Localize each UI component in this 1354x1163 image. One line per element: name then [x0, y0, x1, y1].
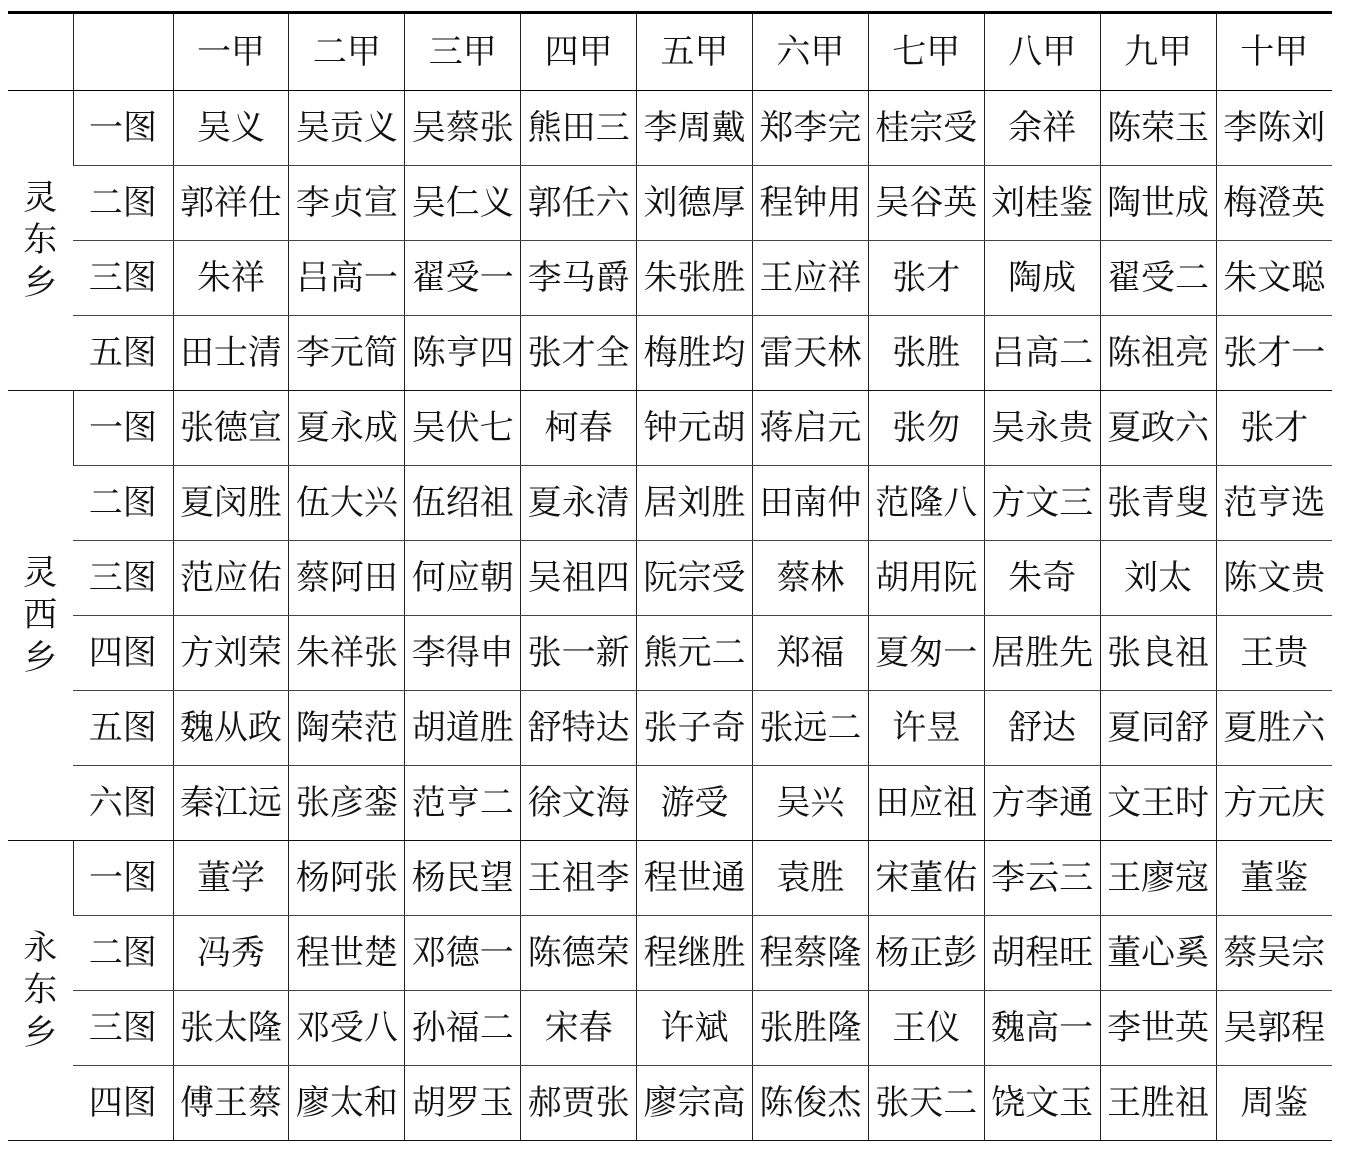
household-head-cell: 朱文聪	[1216, 241, 1332, 316]
household-head-cell: 雷天林	[752, 316, 868, 391]
township-cell	[8, 391, 73, 841]
header-jia-5: 五甲	[637, 13, 753, 91]
tu-label: 二图	[73, 166, 173, 241]
household-head-cell: 周鉴	[1216, 1066, 1332, 1141]
household-head-cell: 张胜	[868, 316, 984, 391]
household-head-cell: 田士清	[173, 316, 289, 391]
tu-label: 四图	[73, 616, 173, 691]
household-head-cell: 蔡林	[752, 541, 868, 616]
household-head-cell: 张良祖	[1100, 616, 1216, 691]
household-head-cell: 居胜先	[984, 616, 1100, 691]
household-head-cell: 夏同舒	[1100, 691, 1216, 766]
household-head-cell: 翟受二	[1100, 241, 1216, 316]
household-head-cell: 吴祖四	[521, 541, 637, 616]
household-head-cell: 郑李完	[752, 91, 868, 166]
household-head-cell: 李贞宣	[289, 166, 405, 241]
household-head-cell: 魏从政	[173, 691, 289, 766]
header-row	[8, 13, 1332, 91]
township-name: 永东乡	[23, 927, 58, 1053]
household-head-cell: 何应朝	[405, 541, 521, 616]
tu-label: 五图	[73, 316, 173, 391]
household-head-cell: 陈亨四	[405, 316, 521, 391]
header-corner-tu	[73, 13, 173, 91]
household-head-cell: 陈荣玉	[1100, 91, 1216, 166]
household-head-cell: 廖宗高	[637, 1066, 753, 1141]
household-head-cell: 程继胜	[637, 916, 753, 991]
household-head-cell: 郑福	[752, 616, 868, 691]
household-head-cell: 吴义	[173, 91, 289, 166]
table-row	[8, 241, 1332, 316]
household-head-cell: 余祥	[984, 91, 1100, 166]
household-head-cell: 杨民望	[405, 841, 521, 916]
table-row	[8, 316, 1332, 391]
household-head-cell: 张远二	[752, 691, 868, 766]
household-head-cell: 夏匆一	[868, 616, 984, 691]
household-head-cell: 董鉴	[1216, 841, 1332, 916]
household-head-cell: 王贵	[1216, 616, 1332, 691]
household-head-cell: 张才	[1216, 391, 1332, 466]
household-head-cell: 李陈刘	[1216, 91, 1332, 166]
header-jia-9: 九甲	[1100, 13, 1216, 91]
household-head-cell: 范亨二	[405, 766, 521, 841]
household-head-cell: 陈祖亮	[1100, 316, 1216, 391]
table-row	[8, 991, 1332, 1066]
household-head-cell: 陈德荣	[521, 916, 637, 991]
tu-label: 三图	[73, 541, 173, 616]
household-head-cell: 张彦銮	[289, 766, 405, 841]
household-head-cell: 张德宣	[173, 391, 289, 466]
household-head-cell: 熊元二	[637, 616, 753, 691]
household-head-cell: 廖太和	[289, 1066, 405, 1141]
household-head-cell: 文王时	[1100, 766, 1216, 841]
household-head-cell: 王胜祖	[1100, 1066, 1216, 1141]
tu-label: 五图	[73, 691, 173, 766]
household-head-cell: 范亨选	[1216, 466, 1332, 541]
household-head-cell: 陶世成	[1100, 166, 1216, 241]
township-cell	[8, 841, 73, 1141]
household-head-cell: 徐文海	[521, 766, 637, 841]
household-head-cell: 夏政六	[1100, 391, 1216, 466]
table-row	[8, 166, 1332, 241]
household-head-cell: 方元庆	[1216, 766, 1332, 841]
household-head-cell: 蒋启元	[752, 391, 868, 466]
household-head-cell: 吴蔡张	[405, 91, 521, 166]
household-head-cell: 田南仲	[752, 466, 868, 541]
tu-label: 一图	[73, 391, 173, 466]
household-head-cell: 李元简	[289, 316, 405, 391]
lijia-register-table	[8, 11, 1332, 1141]
household-head-cell: 夏永成	[289, 391, 405, 466]
household-head-cell: 傅王蔡	[173, 1066, 289, 1141]
tu-label: 四图	[73, 1066, 173, 1141]
household-head-cell: 伍绍祖	[405, 466, 521, 541]
household-head-cell: 夏闵胜	[173, 466, 289, 541]
household-head-cell: 张一新	[521, 616, 637, 691]
household-head-cell: 程世通	[637, 841, 753, 916]
household-head-cell: 阮宗受	[637, 541, 753, 616]
household-head-cell: 吴谷英	[868, 166, 984, 241]
household-head-cell: 王应祥	[752, 241, 868, 316]
household-head-cell: 梅胜均	[637, 316, 753, 391]
household-head-cell: 刘太	[1100, 541, 1216, 616]
household-head-cell: 程钟用	[752, 166, 868, 241]
household-head-cell: 桂宗受	[868, 91, 984, 166]
header-jia-3: 三甲	[405, 13, 521, 91]
household-head-cell: 胡罗玉	[405, 1066, 521, 1141]
tu-label: 二图	[73, 916, 173, 991]
household-head-cell: 夏胜六	[1216, 691, 1332, 766]
household-head-cell: 吴仁义	[405, 166, 521, 241]
household-head-cell: 张天二	[868, 1066, 984, 1141]
household-head-cell: 居刘胜	[637, 466, 753, 541]
household-head-cell: 郝贾张	[521, 1066, 637, 1141]
household-head-cell: 董学	[173, 841, 289, 916]
household-head-cell: 方李通	[984, 766, 1100, 841]
table-row	[8, 766, 1332, 841]
household-head-cell: 田应祖	[868, 766, 984, 841]
household-head-cell: 邓德一	[405, 916, 521, 991]
household-head-cell: 冯秀	[173, 916, 289, 991]
table-body	[8, 13, 1332, 1141]
township-name: 灵西乡	[23, 552, 58, 678]
table-row	[8, 916, 1332, 991]
household-head-cell: 胡用阮	[868, 541, 984, 616]
household-head-cell: 王祖李	[521, 841, 637, 916]
tu-label: 一图	[73, 841, 173, 916]
table-row	[8, 541, 1332, 616]
household-head-cell: 梅澄英	[1216, 166, 1332, 241]
header-jia-6: 六甲	[752, 13, 868, 91]
household-head-cell: 杨阿张	[289, 841, 405, 916]
tu-label: 二图	[73, 466, 173, 541]
household-head-cell: 张才一	[1216, 316, 1332, 391]
township-name: 灵东乡	[23, 177, 58, 303]
household-head-cell: 朱奇	[984, 541, 1100, 616]
household-head-cell: 钟元胡	[637, 391, 753, 466]
household-head-cell: 胡程旺	[984, 916, 1100, 991]
household-head-cell: 胡道胜	[405, 691, 521, 766]
household-head-cell: 宋董佑	[868, 841, 984, 916]
tu-label: 六图	[73, 766, 173, 841]
table-row	[8, 841, 1332, 916]
household-head-cell: 张子奇	[637, 691, 753, 766]
household-head-cell: 董心奚	[1100, 916, 1216, 991]
household-head-cell: 魏高一	[984, 991, 1100, 1066]
household-head-cell: 方文三	[984, 466, 1100, 541]
household-head-cell: 熊田三	[521, 91, 637, 166]
tu-label: 三图	[73, 241, 173, 316]
household-head-cell: 吴贡义	[289, 91, 405, 166]
household-head-cell: 李云三	[984, 841, 1100, 916]
header-jia-10: 十甲	[1216, 13, 1332, 91]
header-corner-township	[8, 13, 73, 91]
household-head-cell: 夏永清	[521, 466, 637, 541]
household-head-cell: 饶文玉	[984, 1066, 1100, 1141]
table-row	[8, 466, 1332, 541]
household-head-cell: 张青叟	[1100, 466, 1216, 541]
household-head-cell: 伍大兴	[289, 466, 405, 541]
household-head-cell: 郭祥仕	[173, 166, 289, 241]
household-head-cell: 吕高一	[289, 241, 405, 316]
household-head-cell: 陈俊杰	[752, 1066, 868, 1141]
household-head-cell: 陶成	[984, 241, 1100, 316]
household-head-cell: 许斌	[637, 991, 753, 1066]
household-head-cell: 程蔡隆	[752, 916, 868, 991]
household-head-cell: 宋春	[521, 991, 637, 1066]
household-head-cell: 朱张胜	[637, 241, 753, 316]
tu-label: 三图	[73, 991, 173, 1066]
household-head-cell: 郭任六	[521, 166, 637, 241]
household-head-cell: 蔡阿田	[289, 541, 405, 616]
household-head-cell: 朱祥	[173, 241, 289, 316]
household-head-cell: 舒特达	[521, 691, 637, 766]
household-head-cell: 柯春	[521, 391, 637, 466]
table-row	[8, 1066, 1332, 1141]
household-head-cell: 王仪	[868, 991, 984, 1066]
household-head-cell: 蔡吴宗	[1216, 916, 1332, 991]
household-head-cell: 吴伏七	[405, 391, 521, 466]
table-row	[8, 691, 1332, 766]
tu-label: 一图	[73, 91, 173, 166]
household-head-cell: 王廖寇	[1100, 841, 1216, 916]
household-head-cell: 吴兴	[752, 766, 868, 841]
household-head-cell: 游受	[637, 766, 753, 841]
household-head-cell: 张太隆	[173, 991, 289, 1066]
household-head-cell: 程世楚	[289, 916, 405, 991]
household-head-cell: 翟受一	[405, 241, 521, 316]
household-head-cell: 杨正彭	[868, 916, 984, 991]
household-head-cell: 陈文贵	[1216, 541, 1332, 616]
household-head-cell: 许昱	[868, 691, 984, 766]
household-head-cell: 李得申	[405, 616, 521, 691]
header-jia-4: 四甲	[521, 13, 637, 91]
household-head-cell: 张勿	[868, 391, 984, 466]
household-head-cell: 李马爵	[521, 241, 637, 316]
household-head-cell: 秦江远	[173, 766, 289, 841]
household-head-cell: 李世英	[1100, 991, 1216, 1066]
household-head-cell: 邓受八	[289, 991, 405, 1066]
household-head-cell: 刘桂鉴	[984, 166, 1100, 241]
table-row	[8, 391, 1332, 466]
table-row	[8, 91, 1332, 166]
household-head-cell: 吕高二	[984, 316, 1100, 391]
household-head-cell: 方刘荣	[173, 616, 289, 691]
household-head-cell: 袁胜	[752, 841, 868, 916]
header-jia-2: 二甲	[289, 13, 405, 91]
household-head-cell: 范应佑	[173, 541, 289, 616]
township-cell	[8, 91, 73, 391]
table-row	[8, 616, 1332, 691]
household-head-cell: 吴郭程	[1216, 991, 1332, 1066]
household-head-cell: 陶荣范	[289, 691, 405, 766]
header-jia-7: 七甲	[868, 13, 984, 91]
household-head-cell: 朱祥张	[289, 616, 405, 691]
household-head-cell: 范隆八	[868, 466, 984, 541]
household-head-cell: 张才	[868, 241, 984, 316]
household-head-cell: 张胜隆	[752, 991, 868, 1066]
household-head-cell: 张才全	[521, 316, 637, 391]
header-jia-8: 八甲	[984, 13, 1100, 91]
household-head-cell: 李周戴	[637, 91, 753, 166]
header-jia-1: 一甲	[173, 13, 289, 91]
household-head-cell: 吴永贵	[984, 391, 1100, 466]
household-head-cell: 刘德厚	[637, 166, 753, 241]
household-head-cell: 孙福二	[405, 991, 521, 1066]
household-head-cell: 舒达	[984, 691, 1100, 766]
